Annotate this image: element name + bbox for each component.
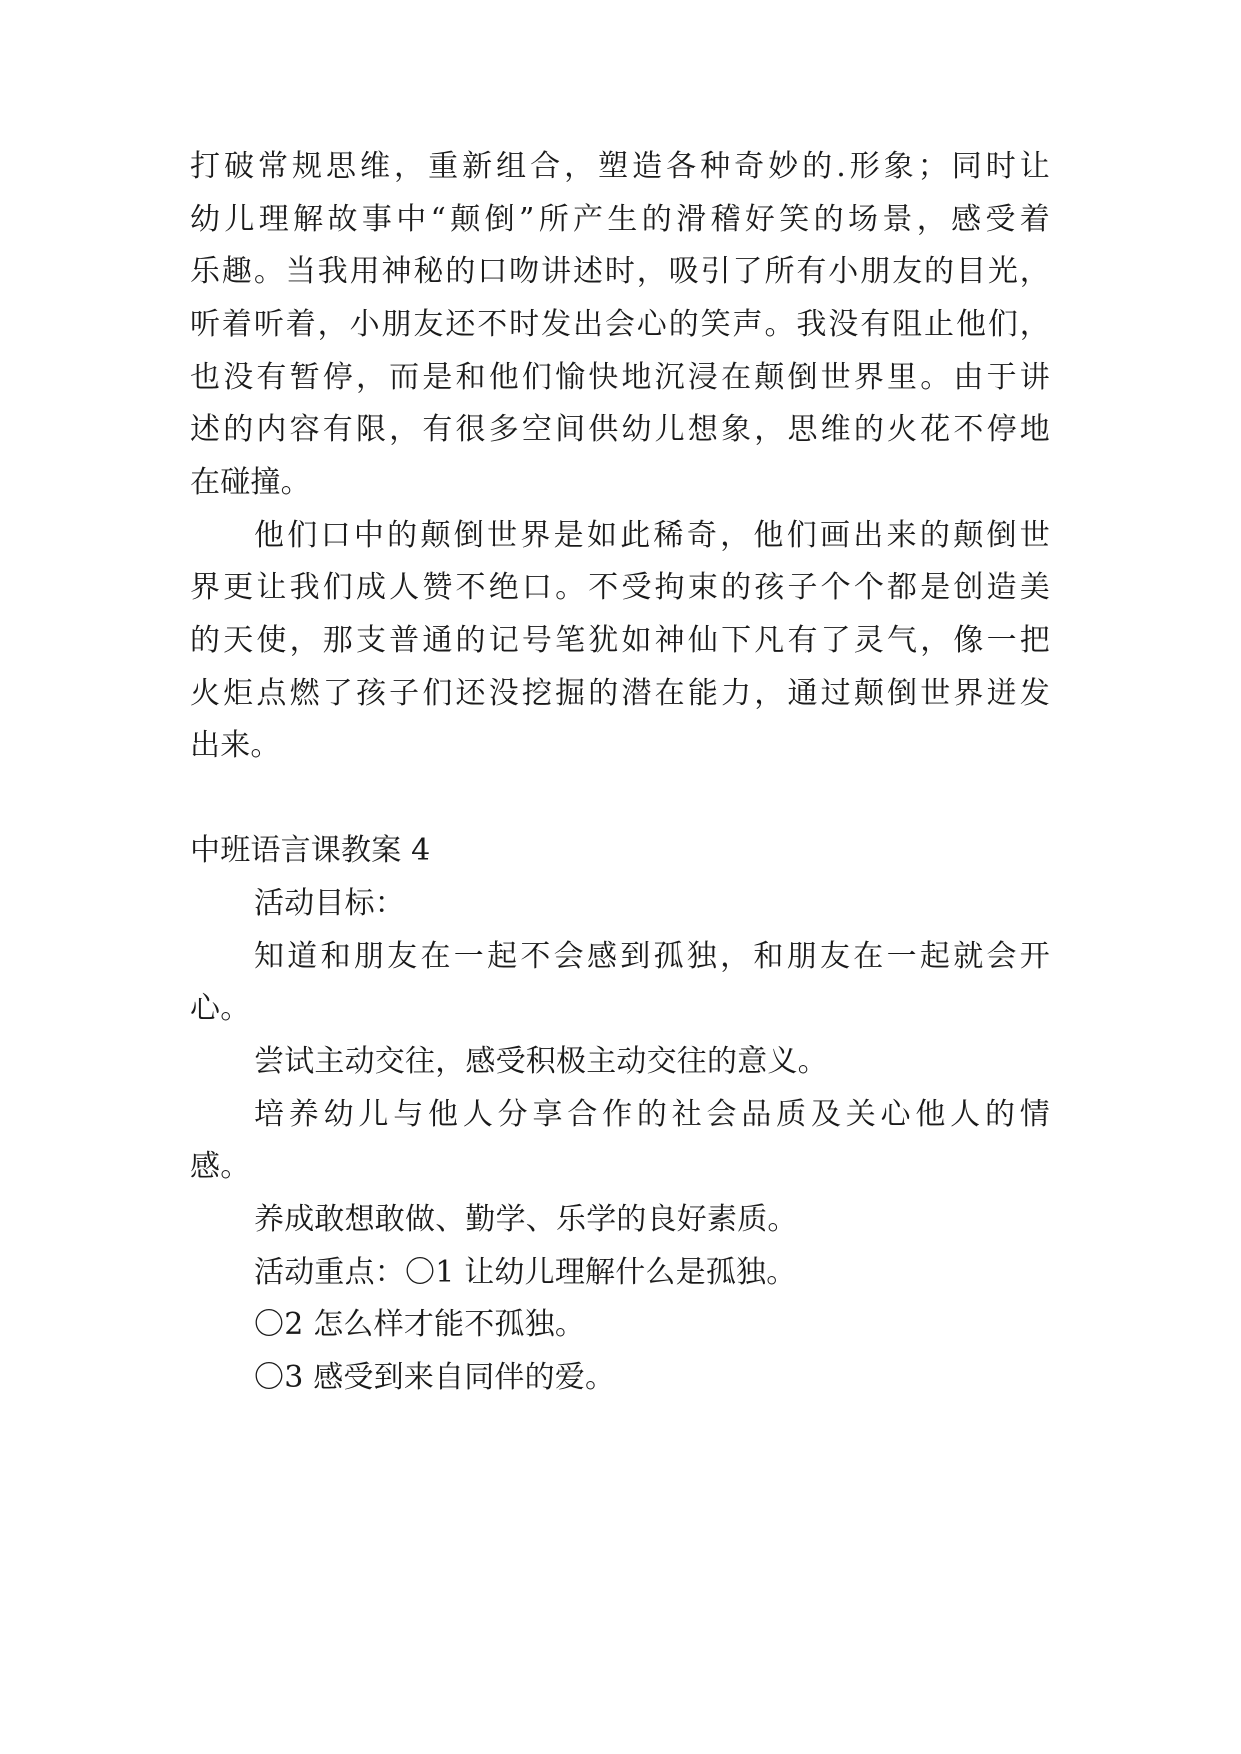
paragraph1-line-5: 也没有暂停，而是和他们愉快地沉浸在颠倒世界里。由于讲 bbox=[190, 360, 1050, 395]
key-point-2: 〇2 怎么样才能不孤独。 bbox=[254, 1307, 586, 1342]
goal3-line-1: 培养幼儿与他人分享合作的社会品质及关心他人的情 bbox=[254, 1097, 1050, 1132]
goals-label: 活动目标： bbox=[254, 886, 405, 921]
paragraph2-line-5: 出来。 bbox=[190, 728, 281, 763]
paragraph2-line-1: 他们口中的颠倒世界是如此稀奇，他们画出来的颠倒世 bbox=[254, 518, 1050, 553]
paragraph1-line-4: 听着听着，小朋友还不时发出会心的笑声。我没有阻止他们， bbox=[190, 307, 1050, 342]
paragraph2-line-4: 火炬点燃了孩子们还没挖掘的潜在能力，通过颠倒世界迸发 bbox=[190, 676, 1050, 711]
key-points: 活动重点：〇1 让幼儿理解什么是孤独。 bbox=[254, 1255, 797, 1290]
paragraph1-line-7: 在碰撞。 bbox=[190, 465, 311, 500]
section-title: 中班语言课教案 4 bbox=[190, 833, 431, 868]
paragraph2-line-2: 界更让我们成人赞不绝口。不受拘束的孩子个个都是创造美 bbox=[190, 570, 1050, 605]
goal2: 尝试主动交往，感受积极主动交往的意义。 bbox=[254, 1044, 828, 1079]
goal3-line-2: 感。 bbox=[190, 1149, 251, 1184]
goal4: 养成敢想敢做、勤学、乐学的良好素质。 bbox=[254, 1202, 798, 1237]
goal1-line-2: 心。 bbox=[190, 991, 251, 1026]
goal1-line-1: 知道和朋友在一起不会感到孤独，和朋友在一起就会开 bbox=[254, 939, 1050, 974]
paragraph2-line-3: 的天使，那支普通的记号笔犹如神仙下凡有了灵气，像一把 bbox=[190, 623, 1050, 658]
key-point-3: 〇3 感受到来自同伴的爱。 bbox=[254, 1360, 616, 1395]
paragraph1-line-1: 打破常规思维，重新组合，塑造各种奇妙的.形象；同时让 bbox=[190, 149, 1050, 184]
paragraph1-line-3: 乐趣。当我用神秘的口吻讲述时，吸引了所有小朋友的目光， bbox=[190, 254, 1050, 289]
paragraph1-line-6: 述的内容有限，有很多空间供幼儿想象，思维的火花不停地 bbox=[190, 412, 1050, 447]
paragraph1-line-2: 幼儿理解故事中“颠倒”所产生的滑稽好笑的场景，感受着 bbox=[190, 202, 1050, 237]
